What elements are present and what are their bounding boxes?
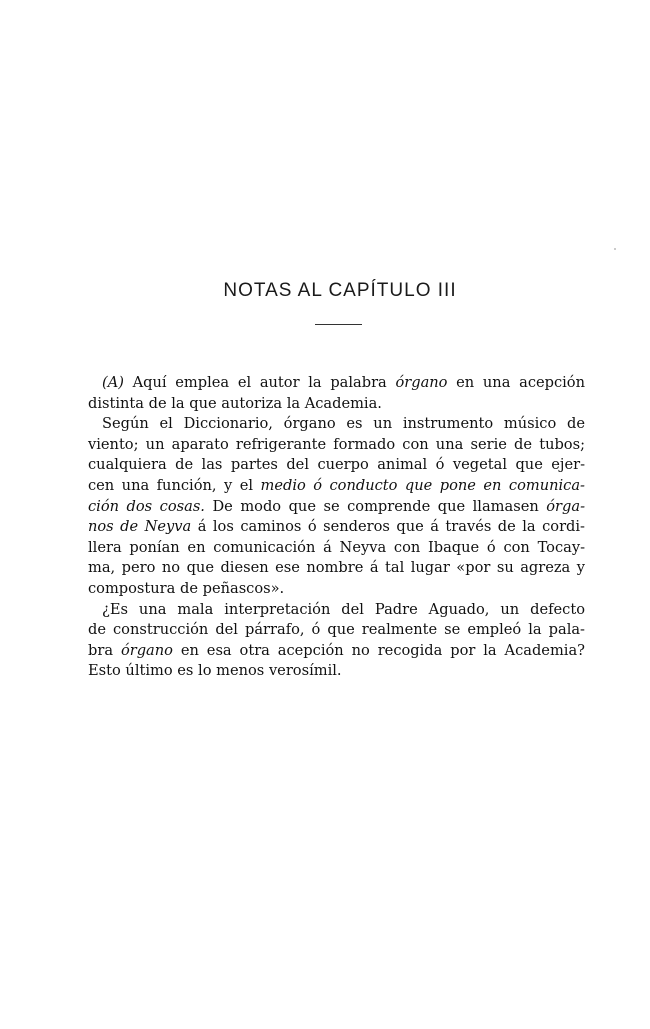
text-segment: compostura de peñascos». xyxy=(88,579,285,597)
text-segment: ¿Es una mala interpretación del Padre Aguado, un defecto xyxy=(102,600,585,618)
text-line xyxy=(88,373,585,394)
italic-text: órgano xyxy=(120,641,173,659)
text-line xyxy=(88,394,585,415)
text-line xyxy=(88,497,585,518)
text-segment: viento; un aparato refrigerante formado con una serie de tubos; xyxy=(88,435,585,453)
text-line xyxy=(88,558,585,579)
text-segment: en una acepción xyxy=(447,374,585,391)
text-segment: á los caminos ó senderos que á través de la cordi- xyxy=(191,518,585,536)
text-segment: Esto último es lo menos verosímil. xyxy=(88,662,342,680)
text-segment: cualquiera de las partes del cuerpo animal ó vegetal que ejer- xyxy=(88,456,585,474)
text-segment: cen una función, y el xyxy=(88,476,261,494)
text-segment: bra xyxy=(88,641,121,659)
text-line xyxy=(88,538,585,559)
text-line xyxy=(88,579,585,600)
text-line xyxy=(88,661,585,682)
text-line xyxy=(88,620,585,641)
text-segment: De modo que se comprende que llamasen xyxy=(204,497,547,515)
text-segment: Aquí emplea el autor la palabra xyxy=(123,374,396,391)
italic-text: (A) xyxy=(102,374,124,391)
italic-text: órgano xyxy=(395,374,448,391)
notes-body-text xyxy=(88,373,585,682)
text-segment: ma, pero no que diesen ese nombre á tal lugar «por su agreza y xyxy=(88,559,585,577)
text-line xyxy=(88,414,585,435)
italic-text: ción dos cosas. xyxy=(88,497,205,515)
scan-speck xyxy=(614,248,616,250)
italic-text: medio ó conducto que pone en comunica- xyxy=(260,476,585,494)
italic-text: nos de Neyva xyxy=(88,518,192,536)
chapter-notes-title: NOTAS AL CAPÍTULO III xyxy=(223,280,457,301)
text-segment: de construcción del párrafo, ó que realmente se empleó la pala- xyxy=(88,621,585,639)
text-line xyxy=(88,641,585,662)
text-line xyxy=(88,517,585,538)
italic-text: órga- xyxy=(546,497,586,515)
text-segment: llera ponían en comunicación á Neyva con Ibaque ó con Tocay- xyxy=(88,538,585,556)
text-line xyxy=(88,435,585,456)
text-segment: Según el Diccionario, órgano es un instrumento músico de xyxy=(102,415,585,433)
text-segment: en esa otra acepción no recogida por la Academia? xyxy=(172,641,585,659)
text-line xyxy=(88,476,585,497)
text-segment: distinta de la que autoriza la Academia. xyxy=(88,394,382,412)
title-divider xyxy=(315,324,362,325)
text-line xyxy=(88,455,585,476)
text-line xyxy=(88,600,585,621)
